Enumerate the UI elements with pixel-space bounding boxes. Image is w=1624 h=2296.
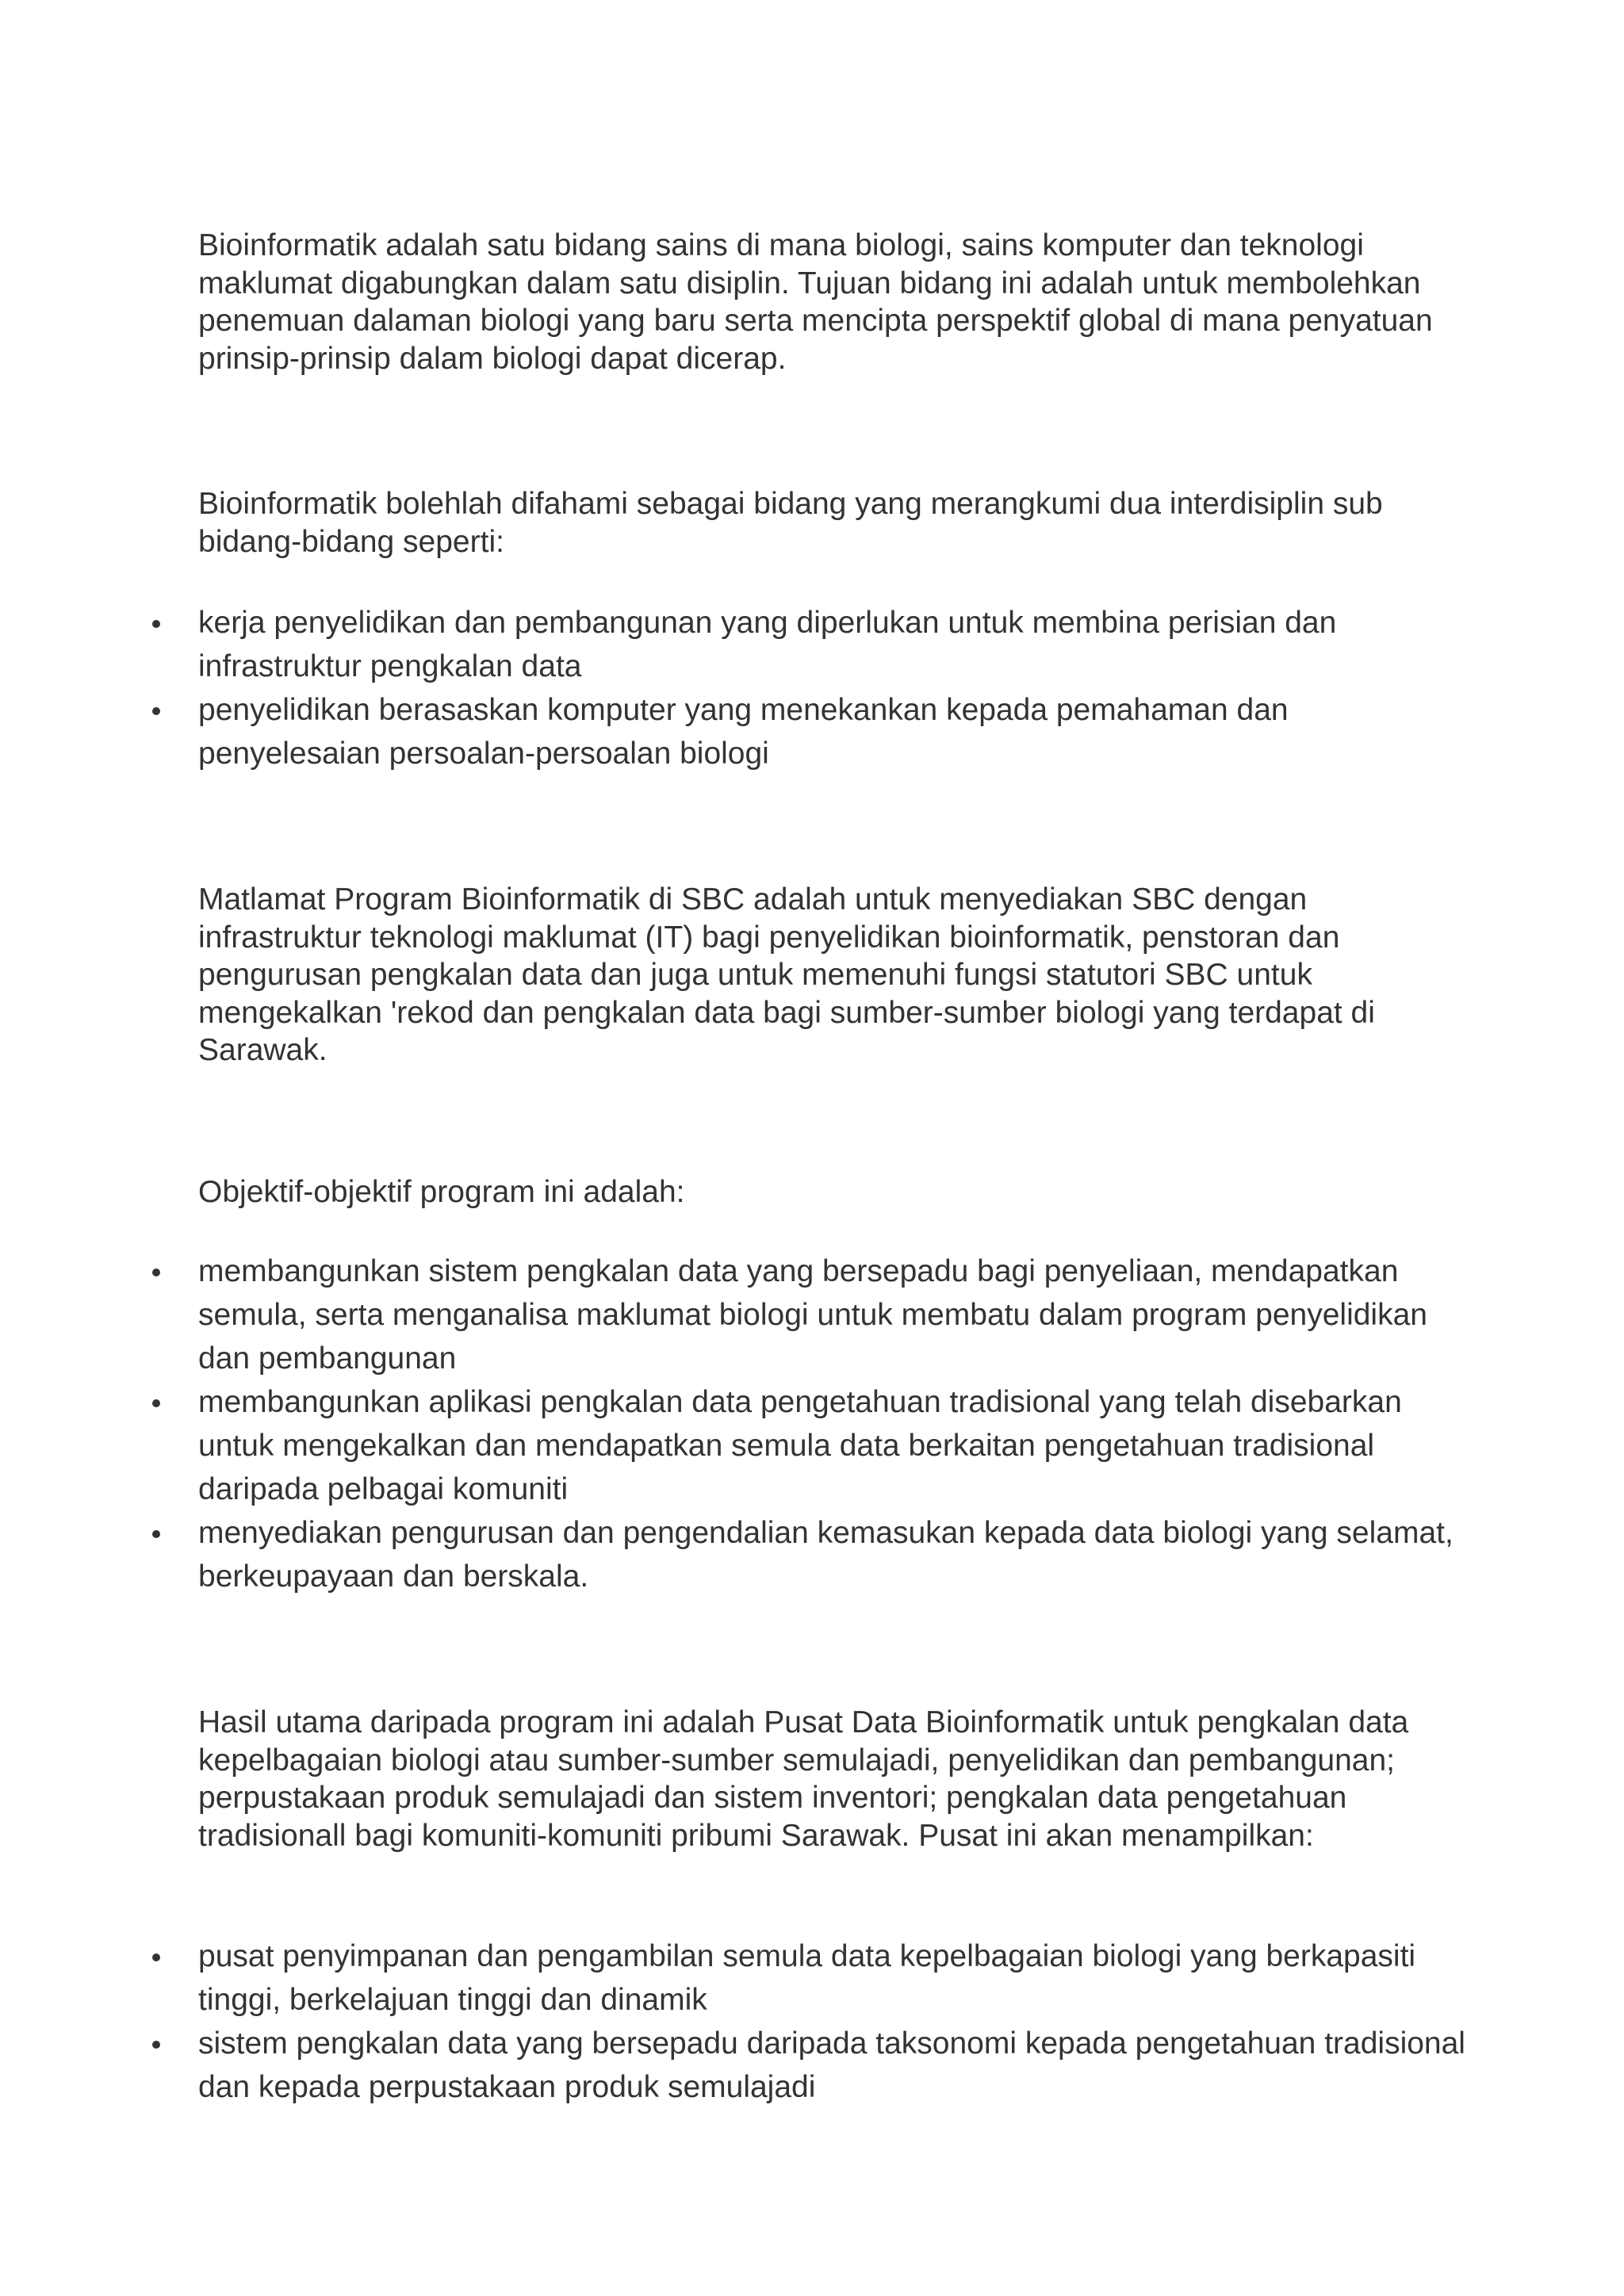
program-goal-paragraph: Matlamat Program Bioinformatik di SBC adalah untuk menyediakan SBC dengan infrastruktur teknologi maklumat (IT) bagi penyelidikan bioinformatik, penstoran dan pengurusan pengkalan data dan juga untuk memenuhi fungsi statutori SBC untuk mengekalkan 'rekod dan pengkalan data bagi sumber-sumber biologi yang terdapat di Sarawak.	[198, 882, 1375, 1067]
outcome-paragraph: Hasil utama daripada program ini adalah Pusat Data Bioinformatik untuk pengkalan data kepelbagaian biologi atau sumber-sumber semulajadi, penyelidikan dan pembangunan; perpustakaan produk semulajadi dan sistem inventori; pengkalan data pengetahuan tradisionall bagi komuniti-komuniti pribumi Sarawak. Pusat ini akan menampilkan:	[198, 1705, 1409, 1853]
subfields-intro-paragraph: Bioinformatik bolehlah difahami sebagai bidang yang merangkumi dua interdisiplin sub bidang-bidang seperti:	[198, 487, 1383, 559]
bullet-icon	[152, 2041, 160, 2049]
bullet-icon	[152, 1399, 160, 1407]
list-item-text: penyelidikan berasaskan komputer yang menekankan kepada pemahaman dan penyelesaian persoalan-persoalan biologi	[198, 693, 1289, 771]
list-item-text: membangunkan aplikasi pengkalan data pengetahuan tradisional yang telah disebarkan untuk mengekalkan dan mendapatkan semula data berkaitan pengetahuan tradisional daripada pelbagai komuniti	[198, 1385, 1402, 1506]
list-item-text: sistem pengkalan data yang bersepadu daripada taksonomi kepada pengetahuan tradisional dan kepada perpustakaan produk semulajadi	[198, 2026, 1465, 2104]
objectives-list	[0, 1249, 1624, 1598]
outcome-list	[0, 1934, 1624, 2109]
list-item-text: pusat penyimpanan dan pengambilan semula data kepelbagaian biologi yang berkapasiti tinggi, berkelajuan tinggi dan dinamik	[198, 1939, 1416, 2017]
list-item	[198, 601, 1467, 688]
list-item-text: membangunkan sistem pengkalan data yang bersepadu bagi penyeliaan, mendapatkan semula, serta menganalisa maklumat biologi untuk membatu dalam program penyelidikan dan pembangunan	[198, 1254, 1427, 1376]
intro-paragraph: Bioinformatik adalah satu bidang sains di mana biologi, sains komputer dan teknologi maklumat digabungkan dalam satu disiplin. Tujuan bidang ini adalah untuk membolehkan penemuan dalaman biologi yang baru serta mencipta perspektif global di mana penyatuan prinsip-prinsip dalam biologi dapat dicerap.	[198, 228, 1433, 376]
bullet-icon	[152, 1269, 160, 1276]
list-item	[198, 1380, 1467, 1511]
bullet-icon	[152, 620, 160, 628]
list-item	[198, 1934, 1467, 2022]
list-item-text: kerja penyelidikan dan pembangunan yang diperlukan untuk membina perisian dan infrastruktur pengkalan data	[198, 606, 1337, 683]
objectives-intro-paragraph: Objektif-objektif program ini adalah:	[198, 1175, 685, 1209]
list-item	[198, 688, 1467, 775]
list-item	[198, 1249, 1467, 1380]
bullet-icon	[152, 707, 160, 715]
bullet-icon	[152, 1530, 160, 1538]
bullet-icon	[152, 1954, 160, 1961]
list-item	[198, 1511, 1467, 1598]
subfields-list	[0, 601, 1624, 775]
list-item-text: menyediakan pengurusan dan pengendalian kemasukan kepada data biologi yang selamat, berkeupayaan dan berskala.	[198, 1516, 1454, 1594]
list-item	[198, 2022, 1467, 2109]
